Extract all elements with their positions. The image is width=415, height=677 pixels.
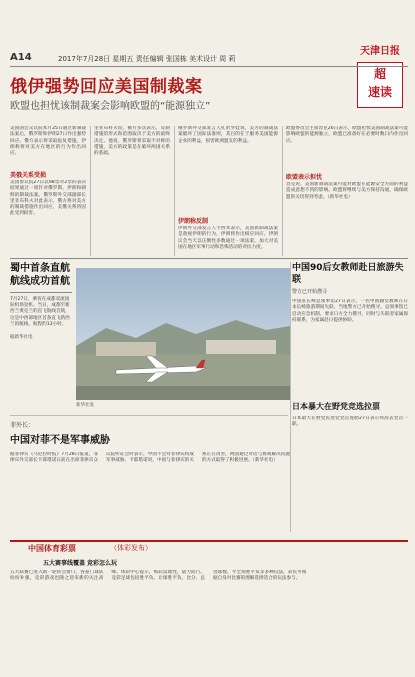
section-badge: [357, 62, 403, 108]
lead-col4b: 容克说，美国新制裁法案可能对欧盟在能源安全方面的利益造成意想不到的影响。欧盟将继续与美方保持沟通，确保欧盟的关切得到考虑。（新华社电）: [286, 182, 408, 200]
right-story-body2: 日本最大在野党民进党党首莲舫27日表示将辞去党首一职。: [292, 416, 408, 428]
column-rule: [290, 262, 291, 532]
lottery-section: [10, 540, 408, 674]
header-rule: [10, 66, 408, 67]
page-header: [10, 52, 408, 66]
column-rule: [282, 126, 283, 256]
photo-caption: 新华社发: [76, 403, 94, 408]
column-rule: [90, 126, 91, 256]
section-rule: [10, 258, 408, 259]
feature-byline: 据新华社电: [10, 335, 33, 341]
section-badge-line1: 超: [373, 67, 386, 81]
lead-col1-subhead: 美俄关系受损: [10, 172, 47, 179]
newspaper-logo: 天津日报: [360, 46, 400, 57]
right-story-body: 中国驻长崎总领事馆27日表示，一名中国籍女教师在日本长崎旅游期间失联，当地警方已开始搜寻。总领事馆已启动应急机制，要求日方全力搜寻，同时与失联者家属保持联系，为家属赴日提供协助。: [292, 299, 408, 323]
lead-col4-subhead: 欧盟表示担忧: [286, 174, 323, 181]
page-number: A14: [10, 52, 32, 63]
section-rule: [10, 415, 288, 416]
philippines-kicker: 菲外长：: [10, 422, 35, 429]
lead-col2: 里亚布科夫说，俄方多次表示，反制措施的形式和范围取决于美方的最终决定。他说，俄罗斯将采取不对称的措施，美方的政策是在破坏两国关系的基础。: [94, 126, 170, 157]
lottery-title: 中国体育彩票: [28, 544, 76, 553]
feature-box: [10, 262, 72, 400]
lottery-body: 五大联赛已进入新一轮转会窗口，各豪门球队纷纷补强，竞彩游戏也随之迎来新的关注高峰。体彩中心提示，购彩需理性，量力而行。竞彩足球包括胜平负、让球胜平负、比分、总进球数、半全场胜平负等多种玩法，彩民可根据自身对比赛的理解选择适合的玩法参与。: [10, 570, 307, 582]
right-story: [292, 262, 408, 462]
airport-photo-illustration: [76, 268, 290, 400]
feature-title: 蜀中首条直航航线成功首航: [10, 263, 70, 287]
lead-col3b: 伊朗外交部发言人卡西米表示，美国新制裁法案是敌视伊朗的行为，伊朗将作出相应回应。伊朗议会当天以压倒性多数通过一项法案，加大对美国在地区军事行动和恐怖活动的对抗力度。: [178, 226, 278, 250]
section-badge-line2: 速读: [367, 85, 392, 99]
philippines-headline: 中国对菲不是军事威胁: [10, 435, 110, 446]
right-story-subhead: 日本暴大在野党竞选拉票: [292, 402, 380, 411]
column-rule: [174, 126, 175, 256]
airport-photo: [76, 268, 290, 400]
lead-col3-subhead: 伊朗称反制: [178, 218, 209, 225]
right-story-title: 中国90后女教师赴日旅游失联: [292, 263, 404, 285]
lottery-tag: （体彩发布）: [110, 544, 152, 552]
page-meta: 2017年7月28日 星期五 责任编辑 张国栋 美术设计 周 莉: [58, 55, 236, 63]
lead-headline: 俄伊强势回应美国制裁案: [10, 77, 203, 97]
right-story-subtitle: 警方已开始搜寻: [292, 289, 328, 295]
lead-subheadline: 欧盟也担忧该制裁案会影响欧盟的“能源独立”: [10, 101, 211, 112]
lead-col4: 欧盟委员会主席容克26日表示，欧盟担忧美国制裁法案可能影响欧盟的能源独立，欧盟已准备好在必要时数日内作出回应。: [286, 126, 408, 144]
feature-rule: [10, 292, 72, 293]
philippines-body: 据菲律宾《马尼拉时报》7月28日报道，菲律宾外交部长卡耶塔诺日前在出席菲律宾众议院听证会时表示，中国不会对菲律宾构成军事威胁。卡耶塔诺说，中国与菲律宾的关系正在改善，两国通过对话与协商解决问题的方式取得了积极进展。（新华社电）: [10, 452, 290, 464]
lead-col1b: 美国参议院27日以98票对2票的表决结果通过一项针对俄罗斯、伊朗和朝鲜的制裁法案。俄罗斯外交部副部长里亚布科夫对此表示，俄方将对美方的制裁措施作出回应，美俄关系将因此受到损害。: [10, 180, 86, 217]
lead-col1: 美国国会众议院本月25日通过新制裁法案后，俄罗斯和伊朗27日作出强势回应。俄方表示将采取报复措施，伊朗称将对美方在地区的行为作出回应。: [10, 126, 86, 157]
lead-col3: 俄罗斯外交部发言人扎哈罗娃说，美方的制裁法案破坏了国际法准则，其目的在于服务美国能源企业的利益，损害欧洲盟友的利益。: [178, 126, 278, 144]
philippines-story: [10, 420, 290, 530]
feature-note: 7月27日，乘客在成都双流国际机场登机。当日，成都至新西兰奥克兰的直飞航线首航，这是中西部地区首条直飞新西兰的航线，航程约13小时。: [10, 297, 70, 327]
lottery-headline: 五大赛事线覆盖 竞彩怎么玩: [42, 560, 118, 567]
